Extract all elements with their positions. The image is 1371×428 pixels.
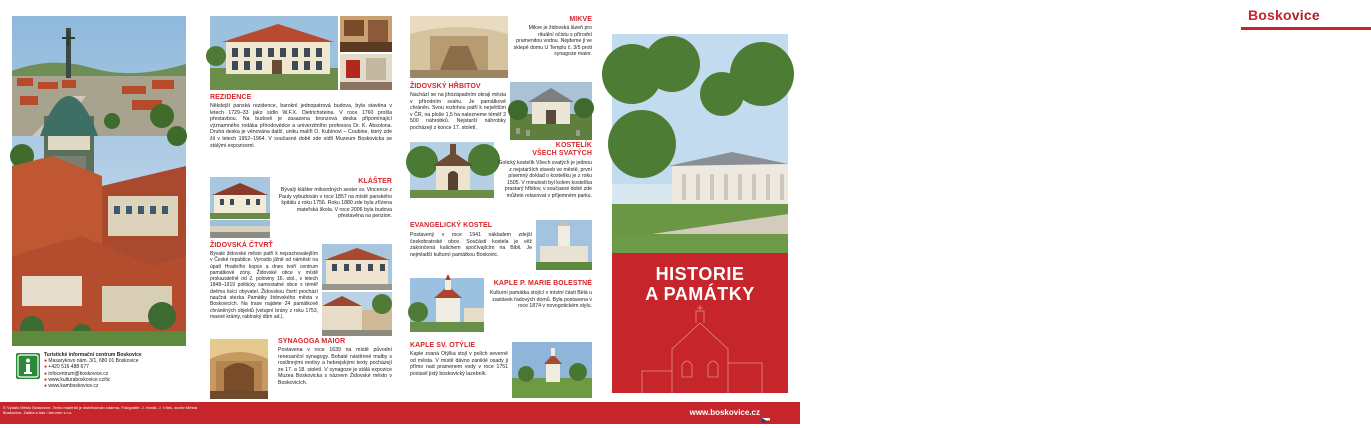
klaster-title: KLÁŠTER [358,178,392,185]
hrbitov-photo [510,82,592,140]
web-icon: ● [44,376,48,383]
mikve-photo [410,16,508,78]
footer-credits: © Vydalo Město Boskovice. Tento materiál je distribuován zdarma. Fotografie: J. Horák, J. Vítek, archiv Města Boskovice, Zadka a Ilak / Aeromn s.r.o. [3,405,197,415]
info-email[interactable]: infocentrum@boskovice.cz [48,370,109,377]
synagoga-text: Postavena v roce 1639 na místě původní renesanční synagogy. Bohaté nástěnné malby s rostlinnými motivy a hebrejskými texty pocházejí ze 17. a 18. století. V synagoze je stálá expozice Muzea Boskovicka s názvem Židovské město v Boskovicích. [278,347,392,386]
zidovska-ctvrt-text: Bývalé židovské město patří k nejzachovalejším v České republice. Vyrostlo jižně od náměstí na úpatí Hradního kopce a dnes tvoří centrum památkové zóny. Židovské obce v místě prokazatelně od 2. poloviny 16. stol., v letech 1848–1919 politicky samostatné obce s téměř dvěma tisíci obyvatel. Židovskou čtvrtí prochází naučná stezka Památky židovského města v Boskovicích. Na trase najdete 24 památkově chráněných objektů (vstupní brány z roku 1753, masné krámy, rabínský dům ad.). [210,251,318,320]
tourist-info-block [44,352,142,389]
panel-left [0,0,200,424]
kaple-otylie-text: Kaple zvaná Otýlka stojí v polích severně od města. V místě dávno zaniklé osady ji přímo nad pramenem vody v roce 1751 postavil jistý boskovický lazebník. [410,351,508,377]
logo-prefix: Bosko [1248,7,1292,23]
kostelik-photo [410,142,494,198]
kostelik-title [500,142,592,157]
web-icon: ● [44,383,48,390]
kaple-bolestne-photo [410,278,484,332]
evangelicky-text: Postavený v roce 1941 nákladem zdejší českobratrské obce. Součástí kostela je věž zakončená kalichem spočívajícím na Bibli. Je nejmladší kulturní památkou Boskovic. [410,232,532,258]
kaple-otylie-photo [512,342,592,398]
rezidence-title: REZIDENCE [210,94,252,101]
footer-website[interactable]: www.boskovice.cz [689,408,760,417]
rezidence-text: Někdejší panská rezidence, barokní jednopatrová budova, byla stavěna v letech 1729–33 jako sídlo W.F.X. Dietrichsteina. V roce 1760 prošla přestavbou. Na budově je zasazena bronzová deska připomínající významného rodáka přírodovědce a univerzitního profesora Dr. K. Absolona. Druhá deska je věnována další, uniku malíři O. Kubínovi – Coubine, který zde žil v letech 1952–1964. V současné době zde sídlí Muzeum Boskovicka se stálými expozicemi. [210,103,392,149]
kaple-bolestne-text: Kulturní památka stojící v místní části Bělá u zastávek řadových domů. Byla postavena v roce 1874 v novogotickém stylu. [489,290,592,310]
czech-flag-icon [762,410,770,415]
info-icon [16,353,40,379]
jewish-quarter-photo-1 [322,244,392,290]
info-address: Masarykovo nám. 3/1, 680 01 Boskovice [48,358,139,365]
cover-title [612,264,788,304]
panel-center-right [400,0,600,424]
kaple-bolestne-title: KAPLE P. MARIE BOLESTNÉ [493,280,592,287]
rezidence-photo [210,16,338,90]
logo-suffix: vice [1291,7,1320,23]
cover-title-line1: HISTORIE [655,264,745,284]
klaster-text: Bývalý klášter milosrdných sester sv. Vincence z Pauly vybudován v roce 1857 na místě panského špitálu z roku 1756. Roku 1880 zde byla zřízena mateřská škola. V roce 2006 byla budova přestavěna na penzion. [278,187,392,220]
jewish-quarter-photo-2 [322,292,392,336]
town-aerial-photo [12,16,186,346]
email-icon: ● [44,370,48,377]
kaple-otylie-title: KAPLE SV. OTÝLIE [410,342,476,349]
mikve-text: Mikve je židovská lázeň pro rituální očistu s přírodní pramenitou vodou. Nejdeme ji ve sklepě domu U Templu č. 3/5 proti synagoze maior. [513,25,592,58]
phone-icon: ● [44,364,48,371]
synagoga-photo [210,339,268,399]
mikve-title: MIKVE [569,16,592,23]
cover-title-line2: A PAMÁTKY [645,284,755,304]
klaster-street-photo [210,220,270,238]
kostelik-text: Gotický kostelík Všech svatých je jednou z nejstarších staveb ve městě, první písemný doklad o kostelíku je z roku 1505. V minulosti byl kolem kostelíka prastarý hřbitov, v současné době zde můžete relaxovat v příjemném parku. [498,160,592,199]
logo-underline [1241,27,1371,30]
hrbitov-title: ŽIDOVSKÝ HŘBITOV [410,83,481,90]
location-pin-icon: ● [44,358,48,365]
hrbitov-text: Nachází se na jihozápadním okraji města v přírodním svahu. Je památkově chráněn. Svou rozlohou patří k největším v ČR, na ploše 1,5 ha nalezneme téměř 2 500 náhrobků. Nejstarší náhrobky pocházejí z konce 17. století. [410,92,506,131]
evangelicky-photo [536,220,592,270]
synagoga-title: SYNAGOGA MAIOR [278,338,346,345]
info-web2[interactable]: www.kamboskovice.cz [48,383,99,390]
info-web1[interactable]: www.kulturaboskovice.cz/tic [48,376,111,383]
zidovska-ctvrt-title: ŽIDOVSKÁ ČTVRŤ [210,242,273,249]
rezidence-interior-photo [340,16,392,52]
boskovice-logo [1248,7,1320,23]
panel-center-left [200,0,400,424]
kostelik-title-line1: KOSTELÍK [555,142,592,149]
klaster-photo [210,177,270,219]
info-phone: +420 516 488 677 [48,364,89,371]
info-web2-line [44,383,142,389]
kostelik-title-line2: VŠECH SVATÝCH [532,149,592,157]
rezidence-exhibit-photo [340,54,392,90]
evangelicky-title: EVANGELICKÝ KOSTEL [410,222,493,229]
info-title: Turistické informační centrum Boskovice [44,352,142,358]
